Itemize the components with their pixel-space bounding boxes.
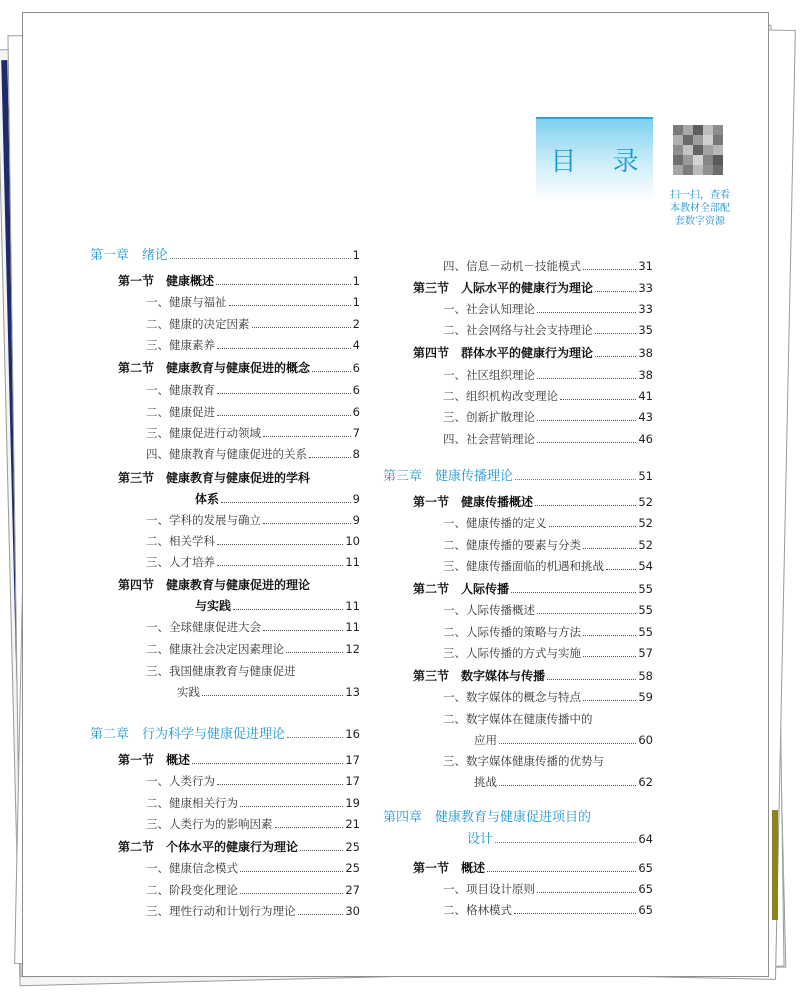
- chapter-entry[interactable]: [90, 726, 360, 743]
- subsection-entry[interactable]: [443, 558, 653, 574]
- page-number: 33: [638, 302, 653, 316]
- subsection-entry[interactable]: [146, 382, 360, 398]
- qr-caption: 扫一扫，查看本教材全部配套数字资源: [670, 190, 730, 227]
- section-entry[interactable]: [118, 577, 360, 593]
- entry-label-continued: 实践: [177, 685, 200, 699]
- dot-leader: [298, 914, 344, 915]
- subsection-entry[interactable]: [443, 322, 653, 338]
- entry-label: 第一节 健康传播概述: [413, 495, 534, 509]
- dot-leader: [217, 544, 343, 545]
- dot-leader: [240, 871, 343, 872]
- page-number: 58: [638, 669, 653, 683]
- page-number: 41: [638, 389, 653, 403]
- dot-leader: [300, 850, 343, 851]
- subsection-entry[interactable]: [443, 689, 653, 705]
- page-number: 11: [345, 599, 360, 613]
- dot-leader: [309, 457, 351, 458]
- page-number: 6: [352, 405, 360, 419]
- page-number: 17: [345, 774, 360, 788]
- dot-leader: [263, 436, 351, 437]
- section-entry[interactable]: [118, 273, 360, 289]
- subsection-entry[interactable]: [443, 515, 653, 531]
- dot-leader: [583, 700, 636, 701]
- subsection-entry[interactable]: [443, 388, 653, 404]
- entry-label: 一、全球健康促进大会: [146, 620, 261, 634]
- dot-leader: [240, 806, 343, 807]
- chapter-entry-continued[interactable]: [467, 831, 653, 848]
- dot-leader: [240, 893, 343, 894]
- entry-label: 第一节 概述: [413, 861, 486, 875]
- entry-label: 二、健康相关行为: [146, 796, 238, 810]
- page-number: 9: [352, 492, 360, 506]
- section-entry-continued[interactable]: [195, 491, 360, 507]
- page-title: 目 录: [550, 147, 653, 177]
- entry-label: 三、人才培养: [146, 555, 215, 569]
- entry-label: 三、人类行为的影响因素: [146, 817, 273, 831]
- page-number: 7: [352, 426, 360, 440]
- chapter-entry[interactable]: [90, 247, 360, 264]
- dot-leader: [535, 505, 636, 506]
- page-number: 4: [352, 338, 360, 352]
- entry-label: 三、健康素养: [146, 338, 215, 352]
- section-entry[interactable]: [413, 860, 653, 876]
- entry-label: 三、健康促进行动领域: [146, 426, 261, 440]
- subsection-entry[interactable]: [443, 902, 653, 918]
- entry-label: 二、健康的决定因素: [146, 317, 250, 331]
- entry-label: 二、数字媒体在健康传播中的: [443, 712, 593, 726]
- entry-label: 二、相关学科: [146, 534, 215, 548]
- book-cover-edge: [772, 810, 778, 920]
- page-number: 62: [638, 775, 653, 789]
- page-number: 52: [638, 516, 653, 530]
- page-number: 65: [638, 882, 653, 896]
- page-number: 1: [352, 248, 360, 262]
- entry-label: 第二节 个体水平的健康行为理论: [118, 840, 299, 854]
- page-number: 11: [345, 555, 360, 569]
- page-number: 33: [638, 281, 653, 295]
- section-entry[interactable]: [118, 470, 360, 486]
- entry-label-continued: 挑战: [474, 775, 497, 789]
- page-number: 21: [345, 817, 360, 831]
- entry-label: 一、项目设计原则: [443, 882, 535, 896]
- entry-label: 三、创新扩散理论: [443, 410, 535, 424]
- section-entry[interactable]: [118, 839, 360, 855]
- section-entry[interactable]: [413, 668, 653, 684]
- page-number: 1: [352, 295, 360, 309]
- dot-leader: [537, 312, 636, 313]
- subsection-entry[interactable]: [146, 294, 360, 310]
- entry-label: 一、健康信念模式: [146, 861, 238, 875]
- subsection-entry[interactable]: [443, 537, 653, 553]
- entry-label: 一、健康与福祉: [146, 295, 227, 309]
- section-entry[interactable]: [413, 581, 653, 597]
- subsection-entry[interactable]: [443, 367, 653, 383]
- dot-leader: [537, 613, 636, 614]
- subsection-entry[interactable]: [146, 795, 360, 811]
- dot-leader: [217, 348, 351, 349]
- entry-label: 二、健康社会决定因素理论: [146, 642, 284, 656]
- entry-label: 二、格林模式: [443, 903, 512, 917]
- page-number: 31: [638, 259, 653, 273]
- page-number: 65: [638, 861, 653, 875]
- entry-label: 第一节 概述: [118, 753, 191, 767]
- page-number: 27: [345, 883, 360, 897]
- page-number: 35: [638, 323, 653, 337]
- page-number: 9: [352, 513, 360, 527]
- dot-leader: [583, 269, 636, 270]
- section-entry[interactable]: [413, 494, 653, 510]
- dot-leader: [221, 502, 351, 503]
- page-number: 12: [345, 642, 360, 656]
- entry-label: 二、人际传播的策略与方法: [443, 625, 581, 639]
- section-entry[interactable]: [118, 360, 360, 376]
- entry-label: 第二节 健康教育与健康促进的概念: [118, 361, 311, 375]
- dot-leader: [537, 892, 636, 893]
- dot-leader: [495, 842, 636, 843]
- entry-label: 四、信息－动机－技能模式: [443, 259, 581, 273]
- dot-leader: [233, 609, 343, 610]
- dot-leader: [537, 442, 636, 443]
- subsection-entry[interactable]: [443, 258, 653, 274]
- subsection-entry-continued[interactable]: [474, 732, 653, 748]
- entry-label: 二、阶段变化理论: [146, 883, 238, 897]
- entry-label: 第四章 健康教育与健康促进项目的: [383, 810, 592, 825]
- subsection-entry[interactable]: [146, 903, 360, 919]
- entry-label: 一、社会认知理论: [443, 302, 535, 316]
- toc-page: [22, 12, 769, 977]
- subsection-entry[interactable]: [146, 404, 360, 420]
- title-box: [536, 117, 653, 201]
- entry-label: 二、社会网络与社会支持理论: [443, 323, 593, 337]
- subsection-entry-continued[interactable]: [474, 774, 653, 790]
- dot-leader: [583, 656, 636, 657]
- dot-leader: [583, 548, 636, 549]
- entry-label: 一、数字媒体的概念与特点: [443, 690, 581, 704]
- dot-leader: [217, 784, 343, 785]
- entry-label-continued: 体系: [195, 492, 220, 506]
- entry-label: 第四节 群体水平的健康行为理论: [413, 346, 594, 360]
- entry-label: 四、健康教育与健康促进的关系: [146, 447, 307, 461]
- page-number: 6: [352, 383, 360, 397]
- chapter-entry[interactable]: [383, 810, 653, 826]
- dot-leader: [560, 399, 636, 400]
- dot-leader: [229, 305, 351, 306]
- dot-leader: [499, 785, 636, 786]
- chapter-entry[interactable]: [383, 468, 653, 485]
- dot-leader: [216, 284, 351, 285]
- page-number: 16: [345, 727, 360, 741]
- dot-leader: [514, 913, 636, 914]
- entry-label: 第四节 健康教育与健康促进的理论: [118, 578, 311, 592]
- dot-leader: [202, 695, 343, 696]
- page-number: 1: [352, 274, 360, 288]
- entry-label: 第一章 绪论: [90, 248, 169, 263]
- subsection-entry[interactable]: [443, 624, 653, 640]
- subsection-entry[interactable]: [146, 533, 360, 549]
- subsection-entry[interactable]: [443, 409, 653, 425]
- dot-leader: [192, 763, 343, 764]
- subsection-entry[interactable]: [443, 431, 653, 447]
- entry-label-continued: 应用: [474, 733, 497, 747]
- entry-label: 三、健康传播面临的机遇和挑战: [443, 559, 604, 573]
- page-number: 64: [638, 832, 653, 846]
- dot-leader: [263, 523, 351, 524]
- subsection-entry[interactable]: [443, 753, 653, 769]
- subsection-entry[interactable]: [146, 816, 360, 832]
- subsection-entry-continued[interactable]: [177, 684, 360, 700]
- subsection-entry[interactable]: [146, 663, 360, 679]
- page-number: 65: [638, 903, 653, 917]
- page-number: 51: [638, 469, 653, 483]
- dot-leader: [287, 737, 343, 738]
- subsection-entry[interactable]: [443, 711, 653, 727]
- entry-label: 三、数字媒体健康传播的优势与: [443, 754, 604, 768]
- page-number: 38: [638, 368, 653, 382]
- page-number: 25: [345, 840, 360, 854]
- dot-leader: [286, 652, 343, 653]
- subsection-entry[interactable]: [146, 641, 360, 657]
- subsection-entry[interactable]: [443, 645, 653, 661]
- subsection-entry[interactable]: [146, 554, 360, 570]
- page-number: 60: [638, 733, 653, 747]
- section-entry[interactable]: [413, 280, 653, 296]
- subsection-entry[interactable]: [146, 619, 360, 635]
- page-number: 55: [638, 603, 653, 617]
- page-number: 55: [638, 625, 653, 639]
- entry-label: 二、组织机构改变理论: [443, 389, 558, 403]
- entry-label: 第三章 健康传播理论: [383, 469, 514, 484]
- qr-code-icon[interactable]: [673, 125, 723, 175]
- subsection-entry[interactable]: [443, 881, 653, 897]
- entry-label: 三、人际传播的方式与实施: [443, 646, 581, 660]
- entry-label: 第二节 人际传播: [413, 582, 510, 596]
- page-number: 38: [638, 346, 653, 360]
- entry-label: 第二章 行为科学与健康促进理论: [90, 727, 286, 742]
- subsection-entry[interactable]: [443, 301, 653, 317]
- dot-leader: [170, 258, 351, 259]
- entry-label: 第三节 人际水平的健康行为理论: [413, 281, 594, 295]
- section-entry-continued[interactable]: [195, 598, 360, 614]
- page-number: 57: [638, 646, 653, 660]
- subsection-entry[interactable]: [146, 882, 360, 898]
- page-number: 30: [345, 904, 360, 918]
- page-number: 10: [345, 534, 360, 548]
- dot-leader: [549, 526, 637, 527]
- page-number: 19: [345, 796, 360, 810]
- entry-label: 一、健康教育: [146, 383, 215, 397]
- entry-label: 一、人际传播概述: [443, 603, 535, 617]
- subsection-entry[interactable]: [146, 425, 360, 441]
- entry-label: 三、我国健康教育与健康促进: [146, 664, 296, 678]
- dot-leader: [595, 356, 636, 357]
- page-number: 13: [345, 685, 360, 699]
- page-number: 52: [638, 495, 653, 509]
- entry-label: 二、健康传播的要素与分类: [443, 538, 581, 552]
- page-number: 52: [638, 538, 653, 552]
- page-number: 17: [345, 753, 360, 767]
- subsection-entry[interactable]: [146, 773, 360, 789]
- dot-leader: [252, 327, 351, 328]
- dot-leader: [263, 630, 343, 631]
- dot-leader: [511, 592, 636, 593]
- page-number: 43: [638, 410, 653, 424]
- page-number: 54: [638, 559, 653, 573]
- page-number: 25: [345, 861, 360, 875]
- section-entry[interactable]: [413, 345, 653, 361]
- entry-label: 二、健康促进: [146, 405, 215, 419]
- dot-leader: [595, 333, 637, 334]
- dot-leader: [217, 565, 343, 566]
- dot-leader: [217, 393, 351, 394]
- entry-label: 第三节 数字媒体与传播: [413, 669, 546, 683]
- dot-leader: [606, 569, 636, 570]
- entry-label: 一、人类行为: [146, 774, 215, 788]
- entry-label: 四、社会营销理论: [443, 432, 535, 446]
- dot-leader: [499, 743, 636, 744]
- entry-label: 第一节 健康概述: [118, 274, 215, 288]
- subsection-entry[interactable]: [146, 512, 360, 528]
- entry-label: 一、健康传播的定义: [443, 516, 547, 530]
- entry-label: 一、学科的发展与确立: [146, 513, 261, 527]
- dot-leader: [217, 415, 351, 416]
- dot-leader: [312, 371, 351, 372]
- entry-label: 一、社区组织理论: [443, 368, 535, 382]
- entry-label: 第三节 健康教育与健康促进的学科: [118, 471, 311, 485]
- dot-leader: [583, 635, 636, 636]
- subsection-entry[interactable]: [146, 860, 360, 876]
- subsection-entry[interactable]: [146, 446, 360, 462]
- subsection-entry[interactable]: [146, 337, 360, 353]
- page-number: 8: [352, 447, 360, 461]
- subsection-entry[interactable]: [443, 602, 653, 618]
- dot-leader: [547, 679, 636, 680]
- section-entry[interactable]: [118, 752, 360, 768]
- entry-label: 三、理性行动和计划行为理论: [146, 904, 296, 918]
- page-number: 59: [638, 690, 653, 704]
- dot-leader: [275, 827, 344, 828]
- page-number: 6: [352, 361, 360, 375]
- dot-leader: [537, 420, 636, 421]
- dot-leader: [595, 291, 636, 292]
- subsection-entry[interactable]: [146, 316, 360, 332]
- page-number: 55: [638, 582, 653, 596]
- dot-leader: [487, 871, 636, 872]
- dot-leader: [537, 378, 636, 379]
- entry-label-continued: 设计: [467, 832, 494, 847]
- dot-leader: [515, 479, 636, 480]
- page-number: 2: [352, 317, 360, 331]
- entry-label-continued: 与实践: [195, 599, 232, 613]
- page-number: 11: [345, 620, 360, 634]
- page-number: 46: [638, 432, 653, 446]
